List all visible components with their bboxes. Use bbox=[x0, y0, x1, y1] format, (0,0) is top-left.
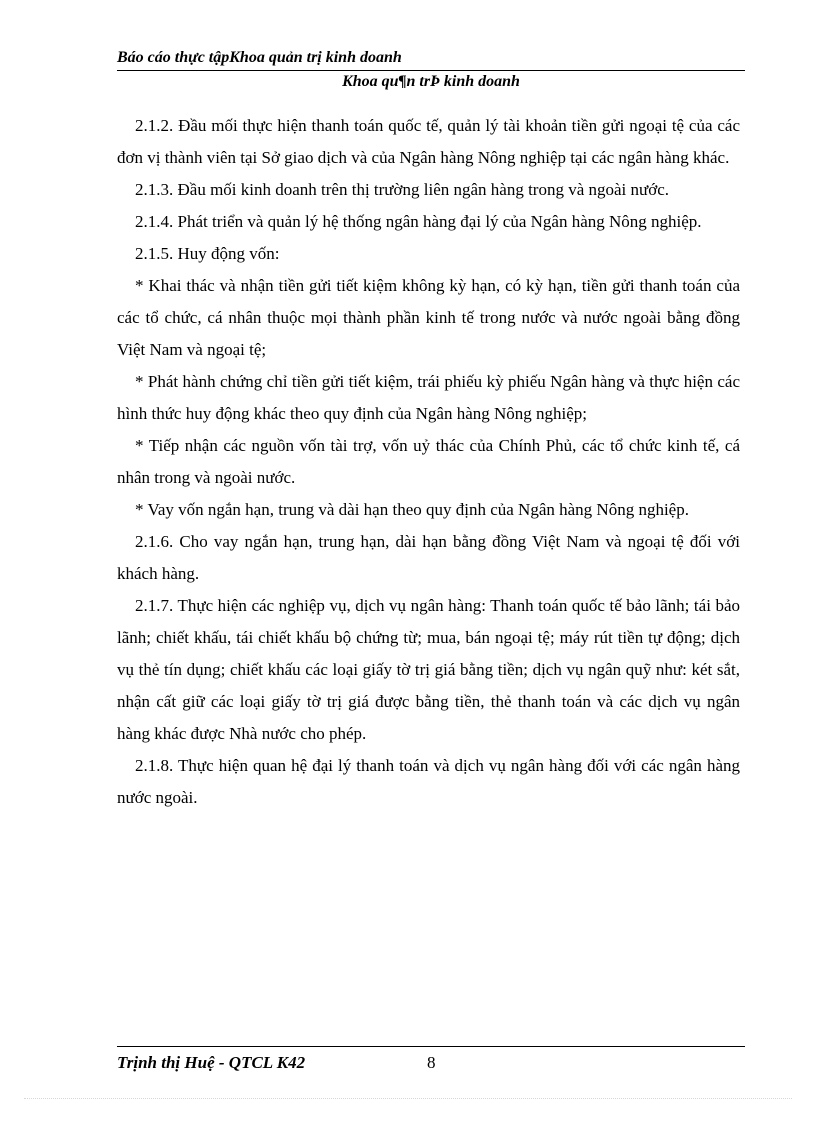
page-number: 8 bbox=[427, 1053, 436, 1072]
bullet-paragraph: * Tiếp nhận các nguồn vốn tài trợ, vốn uỷ thác của Chính Phủ, các tổ chức kinh tế, cá nhân trong và ngoài nước. bbox=[117, 436, 740, 487]
page-header bbox=[117, 48, 745, 93]
paragraph-2-1-7: 2.1.7. Thực hiện các nghiệp vụ, dịch vụ ngân hàng: Thanh toán quốc tế bảo lãnh; tái bảo lãnh; chiết khấu, tái chiết khấu bộ chứng từ; mua, bán ngoại tệ; máy rút tiền tự động; dịch vụ thẻ tín dụng; chiết khấu các loại giấy tờ trị giá bằng tiền; dịch vụ ngân quỹ như: két sắt, nhận cất giữ các loại giấy tờ trị giá được bằng tiền, thẻ thanh toán và các dịch vụ ngân hàng khác được Nhà nước cho phép. bbox=[117, 596, 740, 743]
paragraph-2-1-2: 2.1.2. Đầu mối thực hiện thanh toán quốc tế, quản lý tài khoản tiền gửi ngoại tệ của các đơn vị thành viên tại Sở giao dịch và của Ngân hàng Nông nghiệp tại các ngân hàng khác. bbox=[117, 116, 740, 167]
header-subtitle: Khoa qu¶n trÞ kinh doanh bbox=[342, 73, 520, 90]
paragraph-2-1-5: 2.1.5. Huy động vốn: bbox=[135, 244, 280, 263]
header-title: Báo cáo thực tậpKhoa quản trị kinh doanh bbox=[117, 49, 402, 66]
paragraph-2-1-6: 2.1.6. Cho vay ngắn hạn, trung hạn, dài hạn bằng đồng Việt Nam và ngoại tệ đối với khách hàng. bbox=[117, 532, 740, 583]
paragraph-2-1-3: 2.1.3. Đầu mối kinh doanh trên thị trường liên ngân hàng trong và ngoài nước. bbox=[135, 180, 670, 199]
footer-author: Trịnh thị Huệ - QTCL K42 bbox=[117, 1053, 306, 1072]
page-footer bbox=[117, 1046, 745, 1072]
paragraph-2-1-4: 2.1.4. Phát triển và quản lý hệ thống ngân hàng đại lý của Ngân hàng Nông nghiệp. bbox=[135, 212, 702, 231]
bullet-paragraph: * Vay vốn ngắn hạn, trung và dài hạn theo quy định của Ngân hàng Nông nghiệp. bbox=[135, 500, 689, 519]
paragraph-2-1-8: 2.1.8. Thực hiện quan hệ đại lý thanh toán và dịch vụ ngân hàng đối với các ngân hàng nước ngoài. bbox=[117, 756, 740, 807]
document-body bbox=[117, 110, 740, 814]
bullet-paragraph: * Khai thác và nhận tiền gửi tiết kiệm không kỳ hạn, có kỳ hạn, tiền gửi thanh toán của các tổ chức, cá nhân thuộc mọi thành phần kinh tế trong nước và nước ngoài bằng đồng Việt Nam và ngoại tệ; bbox=[117, 276, 740, 359]
bullet-paragraph: * Phát hành chứng chỉ tiền gửi tiết kiệm, trái phiếu kỳ phiếu Ngân hàng và thực hiện các hình thức huy động khác theo quy định của Ngân hàng Nông nghiệp; bbox=[117, 372, 740, 423]
page-bottom-edge bbox=[24, 1098, 792, 1099]
